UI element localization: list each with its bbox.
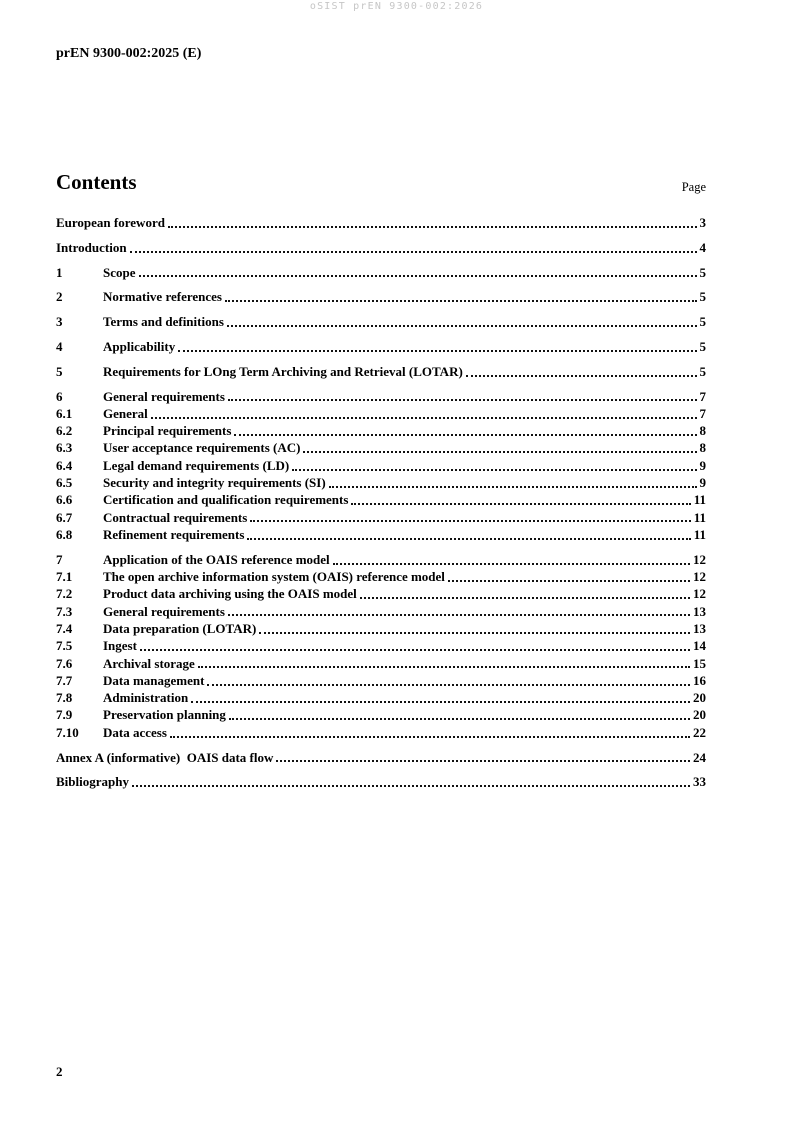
dot-leader (360, 597, 690, 599)
toc-entry-title: User acceptance requirements (AC) (103, 440, 301, 456)
toc-entry-title: European foreword (56, 215, 165, 230)
page-column-label: Page (681, 180, 706, 194)
toc-entry (56, 457, 706, 474)
toc-entry-page: 11 (693, 492, 706, 508)
dot-leader (170, 736, 690, 738)
toc-entry-title: General (103, 405, 148, 421)
toc-group (56, 288, 706, 305)
dot-leader (198, 666, 690, 668)
contents-title: Contents (56, 170, 137, 194)
dot-leader (227, 325, 697, 327)
toc-entry (56, 603, 706, 620)
toc-group (56, 264, 706, 281)
toc-entry-title: Scope (103, 264, 136, 280)
toc-entry (56, 773, 706, 790)
toc-entry-number: 6.4 (56, 457, 73, 473)
toc-entry (56, 526, 706, 543)
toc-entry-title: Refinement requirements (103, 526, 245, 542)
toc-entry-title: Archival storage (103, 655, 195, 671)
toc-entry-title: Ingest (103, 638, 137, 654)
toc-entry-number: 1 (56, 264, 63, 280)
dot-leader (448, 580, 690, 582)
toc-entry-title: Annex A (informative) OAIS data flow (56, 749, 274, 765)
toc-entry-number: 6 (56, 388, 63, 404)
dot-leader (247, 538, 690, 540)
toc-entry-page: 20 (693, 707, 706, 723)
toc-entry-title: Applicability (103, 338, 176, 354)
toc-group (56, 313, 706, 330)
toc-entry-number: 7.5 (56, 638, 73, 654)
toc-group (56, 773, 706, 790)
toc-group (56, 388, 706, 544)
toc-entry-title: The open archive information system (OAIS) reference model (103, 569, 445, 585)
toc-entry-title: Administration (103, 690, 189, 706)
toc-entry-number: 7.1 (56, 569, 73, 585)
dot-leader (225, 300, 697, 302)
toc-entry (56, 637, 706, 654)
toc-entry-page: 11 (693, 526, 706, 542)
toc-entry-page: 8 (699, 423, 706, 439)
toc-entry-number: 7.4 (56, 620, 73, 636)
toc-entry-title: Data access (103, 724, 167, 740)
dot-leader (207, 684, 690, 686)
toc-entry-number: 3 (56, 314, 63, 330)
dot-leader (234, 434, 696, 436)
toc-entry (56, 706, 706, 723)
toc-entry-page: 8 (699, 440, 706, 456)
dot-leader (139, 275, 697, 277)
toc-entry-title: Certification and qualification requirements (103, 492, 349, 508)
toc-group (56, 338, 706, 355)
toc-entry (56, 338, 706, 355)
toc-list (56, 214, 706, 798)
toc-entry (56, 509, 706, 526)
toc-entry (56, 363, 706, 380)
toc-entry-page: 13 (693, 603, 706, 619)
dot-leader (292, 469, 696, 471)
toc-entry-number: 2 (56, 289, 63, 305)
footer-page-number: 2 (56, 1064, 63, 1079)
toc-entry-page: 7 (699, 388, 706, 404)
toc-entry (56, 422, 706, 439)
toc-entry (56, 313, 706, 330)
toc-entry-number: 7 (56, 551, 63, 567)
toc-entry-number: 6.6 (56, 492, 73, 508)
dot-leader (151, 417, 697, 419)
toc-entry-number: 7.10 (56, 724, 79, 740)
dot-leader (329, 486, 697, 488)
toc-entry (56, 288, 706, 305)
toc-group (56, 363, 706, 380)
toc-entry (56, 568, 706, 585)
toc-entry-title: Terms and definitions (103, 314, 224, 330)
dot-leader (132, 785, 690, 787)
toc-entry-page: 16 (693, 672, 706, 688)
dot-leader (333, 563, 690, 565)
dot-leader (229, 718, 690, 720)
toc-entry-title: Data preparation (LOTAR) (103, 620, 257, 636)
toc-entry (56, 551, 706, 568)
toc-entry (56, 474, 706, 491)
toc-entry-title: Requirements for LOng Term Archiving and Retrieval (LOTAR) (103, 363, 463, 379)
dot-leader (259, 632, 690, 634)
toc-entry-title: Bibliography (56, 774, 129, 790)
toc-group (56, 214, 706, 231)
toc-entry-page: 12 (693, 569, 706, 585)
toc-entry (56, 724, 706, 741)
toc-entry-number: 7.9 (56, 707, 73, 723)
toc-entry-number: 7.7 (56, 672, 73, 688)
toc-entry-number: 7.2 (56, 586, 73, 602)
toc-entry (56, 491, 706, 508)
toc-entry-page: 5 (699, 264, 706, 280)
toc-entry-page: 15 (693, 655, 706, 671)
toc-entry-number: 7.8 (56, 690, 73, 706)
toc-entry (56, 439, 706, 456)
toc-entry (56, 689, 706, 706)
toc-entry (56, 585, 706, 602)
toc-entry-page: 12 (693, 586, 706, 602)
toc-entry-title: Data management (103, 672, 205, 688)
toc-entry-title: General requirements (103, 388, 225, 404)
dot-leader (351, 503, 690, 505)
toc-entry-number: 6.3 (56, 440, 73, 456)
toc-entry (56, 672, 706, 689)
toc-entry-number: 6.1 (56, 405, 73, 421)
toc-entry-title: Legal demand requirements (LD) (103, 457, 290, 473)
dot-leader (250, 520, 690, 522)
toc-entry-page: 11 (693, 509, 706, 525)
toc-entry (56, 620, 706, 637)
toc-entry-page: 20 (693, 690, 706, 706)
toc-entry (56, 388, 706, 405)
toc-entry-page: 33 (693, 774, 706, 790)
toc-entry-page: 22 (693, 724, 706, 740)
toc-entry-number: 6.2 (56, 423, 73, 439)
toc-entry-title: Principal requirements (103, 423, 232, 439)
dot-leader (466, 375, 697, 377)
toc-entry-page: 5 (699, 363, 706, 379)
toc-group (56, 239, 706, 256)
toc-entry-title: Normative references (103, 289, 222, 305)
toc-entry-number: 7.3 (56, 603, 73, 619)
toc-entry-title: Security and integrity requirements (SI) (103, 475, 326, 491)
dot-leader (228, 614, 690, 616)
toc-entry-page: 4 (699, 239, 706, 255)
toc-entry-number: 6.5 (56, 475, 73, 491)
dot-leader (140, 649, 690, 651)
toc-entry (56, 214, 706, 231)
toc-entry (56, 749, 706, 766)
contents-header (56, 170, 706, 195)
dot-leader (130, 251, 697, 253)
toc-entry-page: 5 (699, 338, 706, 354)
dot-leader (168, 226, 697, 228)
dot-leader (178, 350, 696, 352)
toc-group (56, 551, 706, 741)
toc-entry-page: 5 (699, 314, 706, 330)
dot-leader (276, 760, 690, 762)
toc-entry-page: 9 (699, 475, 706, 491)
toc-entry-title: Contractual requirements (103, 509, 248, 525)
toc-entry-page: 13 (693, 620, 706, 636)
toc-entry-title: Application of the OAIS reference model (103, 551, 330, 567)
draft-watermark: oSIST prEN 9300-002:2026 (309, 1, 484, 12)
toc-entry-number: 6.7 (56, 509, 73, 525)
toc-entry-page: 14 (693, 638, 706, 654)
dot-leader (303, 451, 696, 453)
toc-entry-number: 5 (56, 363, 63, 379)
toc-entry-page: 7 (699, 405, 706, 421)
document-code: prEN 9300-002:2025 (E) (56, 46, 202, 61)
toc-entry-page: 5 (699, 289, 706, 305)
toc-group (56, 749, 706, 766)
toc-entry-number: 4 (56, 338, 63, 354)
dot-leader (228, 399, 697, 401)
toc-entry (56, 239, 706, 256)
toc-entry-page: 24 (693, 749, 706, 765)
toc-entry-page: 12 (693, 551, 706, 567)
toc-entry-number: 7.6 (56, 655, 73, 671)
toc-entry (56, 655, 706, 672)
dot-leader (191, 701, 690, 703)
toc-entry-title: Preservation planning (103, 707, 226, 723)
toc-entry (56, 405, 706, 422)
toc-entry-number: 6.8 (56, 526, 73, 542)
toc-entry-title: Introduction (56, 239, 127, 255)
toc-entry-title: General requirements (103, 603, 225, 619)
toc-entry-title: Product data archiving using the OAIS model (103, 586, 357, 602)
toc-entry-page: 3 (699, 215, 706, 230)
toc-entry-page: 9 (699, 457, 706, 473)
toc-entry (56, 264, 706, 281)
